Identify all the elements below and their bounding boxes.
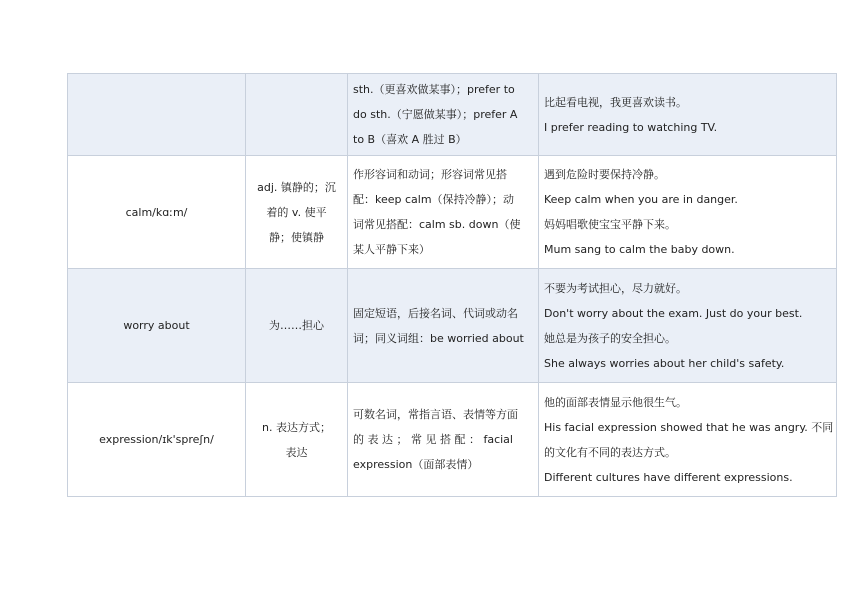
- usage-line: to B（喜欢 A 胜过 B）: [353, 133, 467, 146]
- meaning-cell: [246, 269, 348, 383]
- usage-line: 某人平静下来）: [353, 243, 430, 256]
- usage-line: 作形容词和动词；形容词常见搭: [353, 168, 507, 181]
- example-line: Mum sang to calm the baby down.: [544, 243, 735, 256]
- example-line: His facial expression showed that he was angry. 不同: [544, 420, 834, 434]
- meaning-line: adj. 镇静的；沉: [257, 180, 336, 194]
- table-row: [68, 156, 837, 269]
- usage-cell: [348, 156, 539, 269]
- example-line: Keep calm when you are in danger.: [544, 193, 738, 206]
- usage-line: sth.（更喜欢做某事）；prefer to: [353, 83, 515, 96]
- example-cell: [539, 156, 837, 269]
- example-cell: [539, 269, 837, 383]
- usage-line: 配：keep calm（保持冷静）；动: [353, 193, 515, 206]
- example-line: She always worries about her child's safety.: [544, 356, 785, 370]
- usage-line: 固定短语，后接名词、代词或动名: [353, 306, 518, 320]
- usage-line: 词常见搭配：calm sb. down（使: [353, 218, 521, 231]
- usage-line: expression（面部表情）: [353, 458, 479, 471]
- meaning-line: 静；使镇静: [269, 230, 324, 244]
- usage-line: 可数名词，常指言语、表情等方面: [353, 408, 518, 421]
- example-line: 他的面部表情显示他很生气。: [544, 395, 687, 409]
- meaning-line: n. 表达方式；: [262, 420, 331, 434]
- usage-line: 词；同义词组：be worried about: [353, 331, 524, 345]
- example-line: 遇到危险时要保持冷静。: [544, 168, 665, 181]
- table-row: [68, 269, 837, 383]
- word-cell: calm/kɑːm/: [68, 156, 246, 269]
- meaning-line: 着的 v. 使平: [266, 205, 327, 219]
- example-line: Different cultures have different expressions.: [544, 470, 793, 484]
- usage-cell: [348, 269, 539, 383]
- meaning-cell: [246, 74, 348, 156]
- example-line: 比起看电视，我更喜欢读书。: [544, 95, 687, 109]
- meaning-line: 为……担心: [269, 319, 324, 332]
- word-cell: [68, 74, 246, 156]
- example-cell: [539, 74, 837, 156]
- example-line: Don't worry about the exam. Just do your best.: [544, 306, 803, 320]
- example-line: 不要为考试担心，尽力就好。: [544, 281, 687, 295]
- usage-line: 的 表 达 ； 常 见 搭 配 ： facial: [353, 433, 513, 446]
- usage-cell: [348, 383, 539, 497]
- word-cell: expression/ɪk'spreʃn/: [68, 383, 246, 497]
- example-line: I prefer reading to watching TV.: [544, 120, 718, 134]
- meaning-cell: [246, 156, 348, 269]
- example-line: 妈妈唱歌使宝宝平静下来。: [544, 218, 676, 231]
- usage-cell: [348, 74, 539, 156]
- example-cell: [539, 383, 837, 497]
- example-line: 的文化有不同的表达方式。: [544, 445, 676, 459]
- table-row: [68, 383, 837, 497]
- meaning-line: 表达: [285, 445, 308, 459]
- meaning-cell: [246, 383, 348, 497]
- usage-line: do sth.（宁愿做某事）；prefer A: [353, 108, 518, 121]
- example-line: 她总是为孩子的安全担心。: [544, 331, 676, 345]
- vocabulary-table: [67, 73, 837, 497]
- table-row: [68, 74, 837, 156]
- word-cell: worry about: [68, 269, 246, 383]
